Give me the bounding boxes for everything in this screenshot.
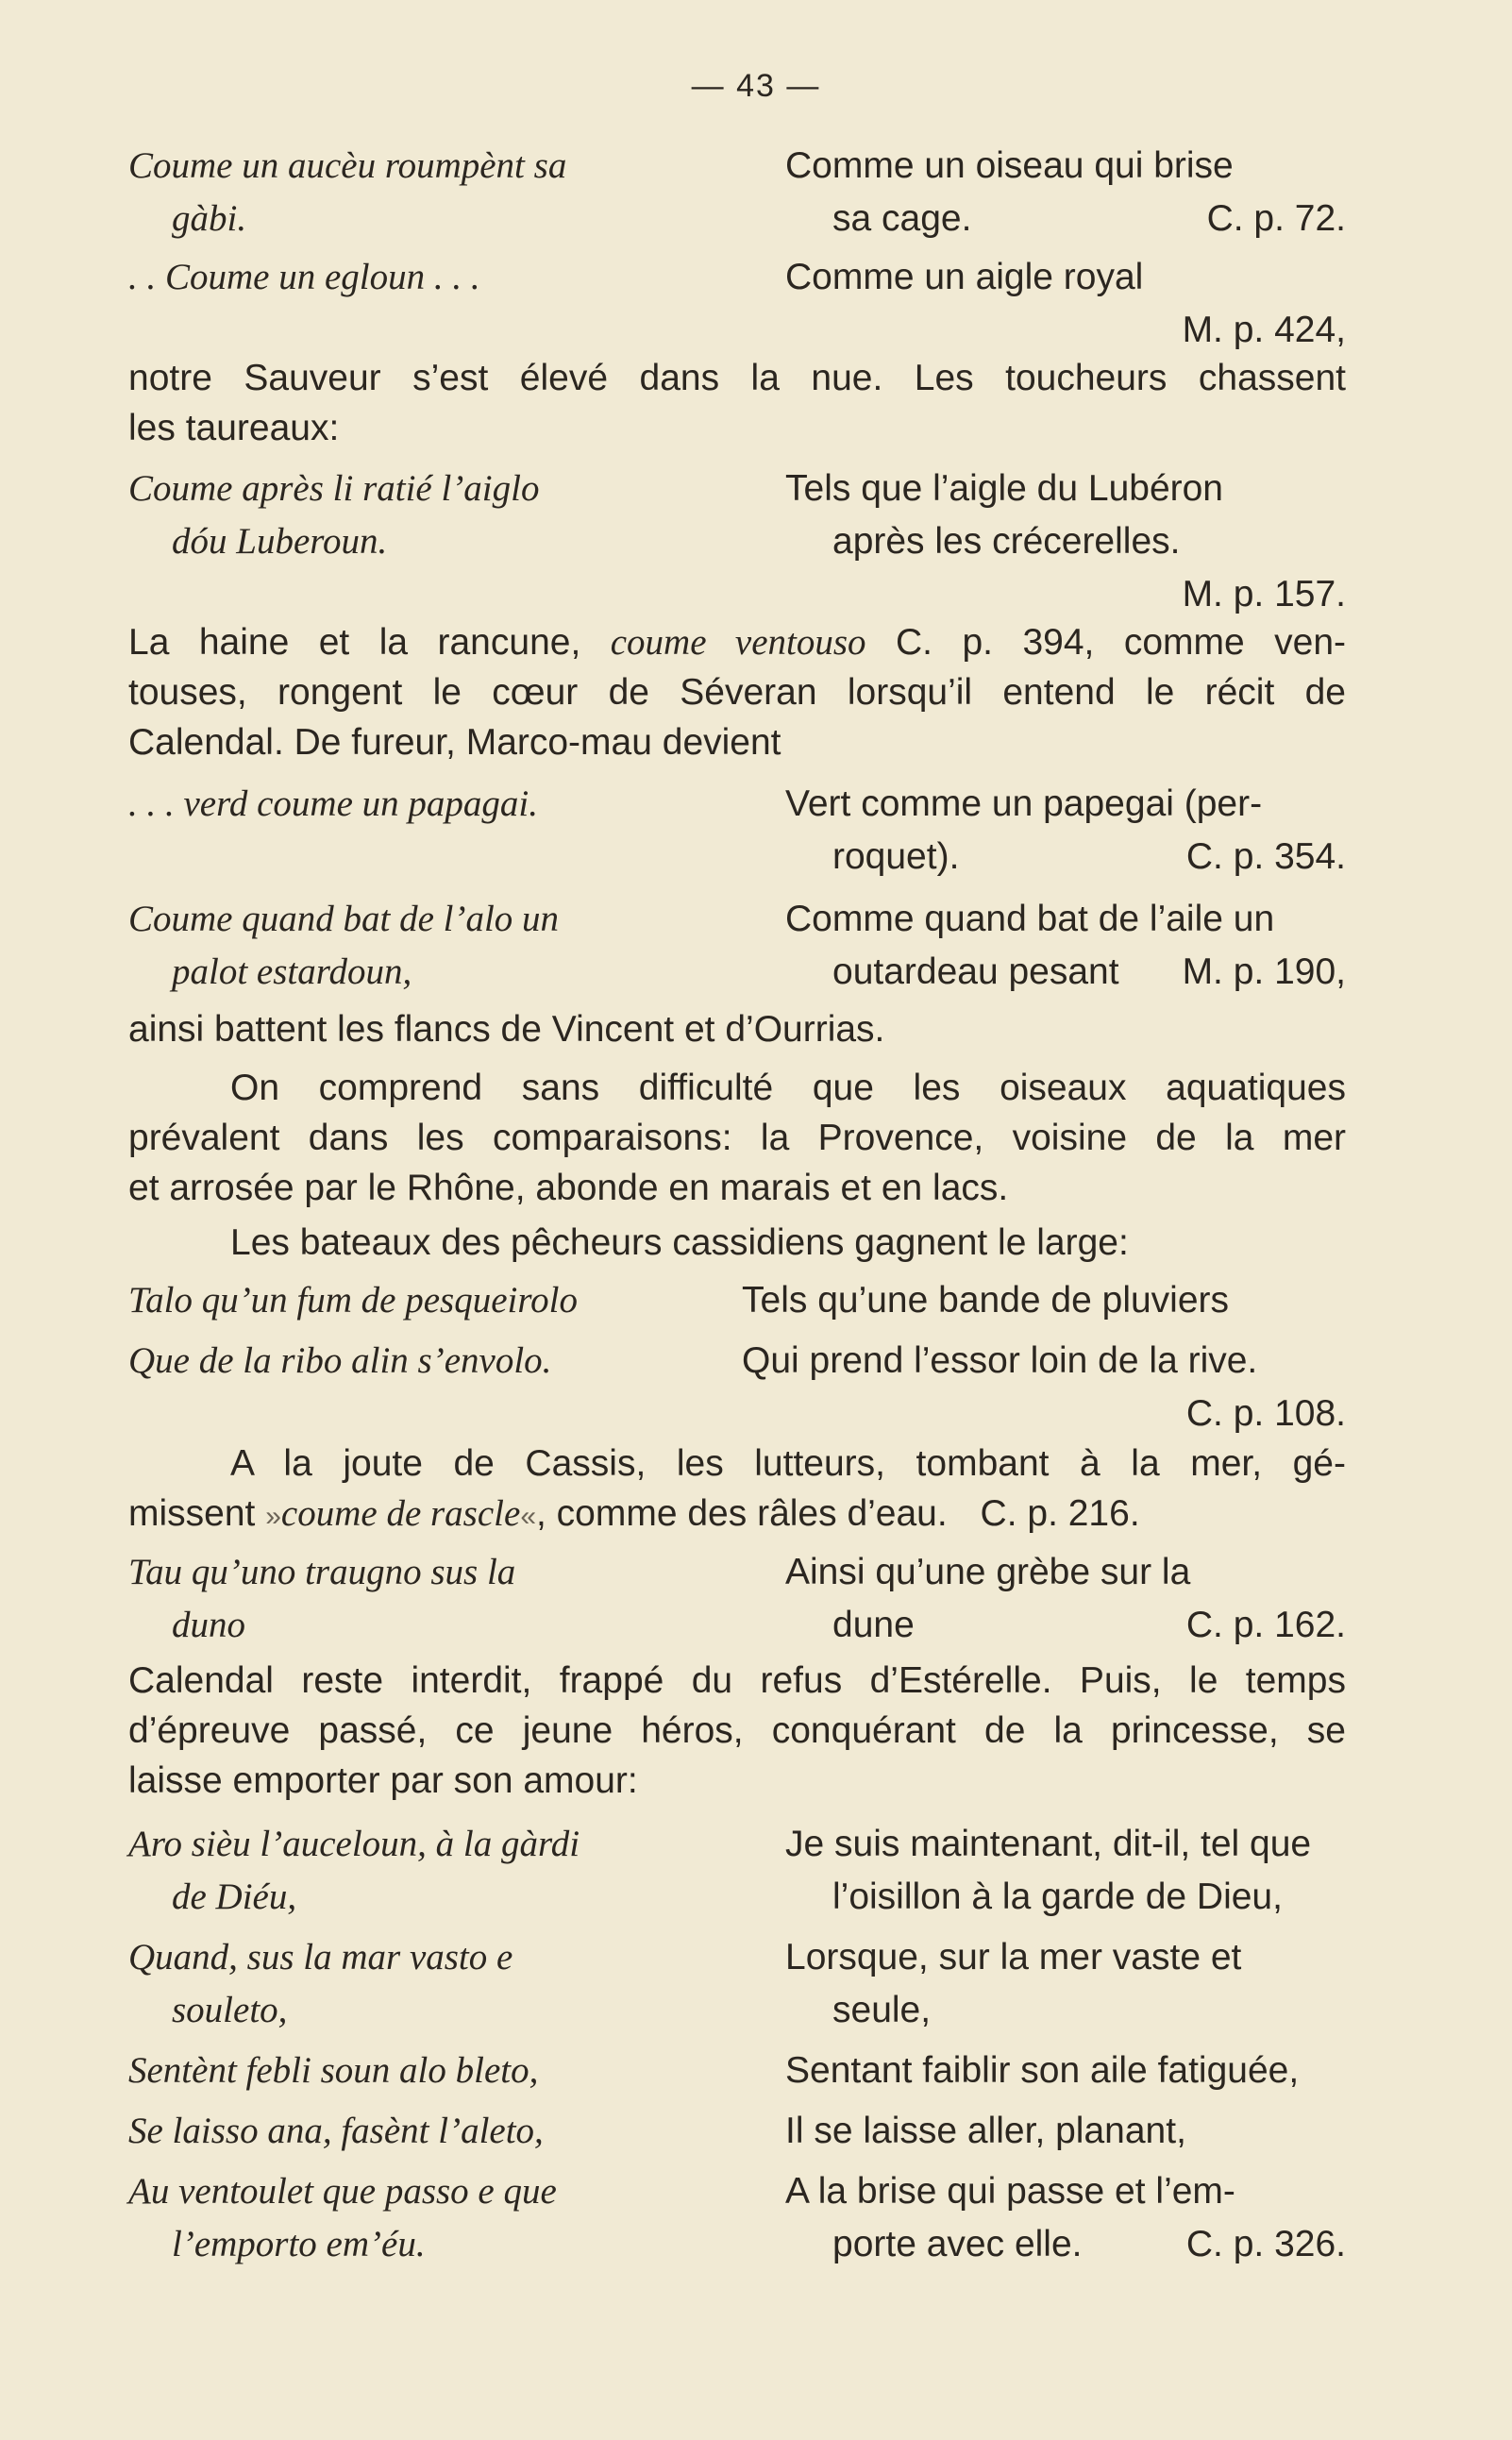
- french-translation: Ainsi qu’une grèbe sur la dune C. p. 162.: [785, 1546, 1346, 1652]
- citation-ref: C. p. 72.: [1206, 198, 1346, 239]
- provencal-verse: Coume après li ratié l’aiglo dóu Luberoun.: [128, 468, 540, 562]
- citation-ref: C. p. 326.: [1185, 2224, 1346, 2264]
- page-number: — 43 —: [691, 68, 821, 104]
- paragraph: Les bateaux des pêcheurs cassidiens gagnent le large:: [230, 1222, 1129, 1263]
- paragraph: La haine et la rancune, coume ventouso C. p. 394, comme ven- touses, rongent le cœur de Séveran lorsqu’il entend le récit de Calendal. De fureur, Marco-mau devient: [128, 622, 1346, 763]
- provencal-verse: . . . verd coume un papagai.: [128, 783, 538, 824]
- french-translation: Tels qu’une bande de pluviers Qui prend l’essor loin de la rive. C. p. 108.: [742, 1274, 1346, 1440]
- french-translation: Comme un aigle royal M. p. 424,: [785, 251, 1346, 357]
- citation-ref: M. p. 157.: [1182, 574, 1346, 614]
- french-translation: Tels que l’aigle du Lubéron après les crécerelles. M. p. 157.: [785, 463, 1346, 621]
- citation-ref: C. p. 216.: [980, 1493, 1140, 1534]
- provencal-verse: Talo qu’un fum de pesqueirolo Que de la ribo alin s’envolo.: [128, 1280, 578, 1381]
- citation-ref: C. p. 162.: [1185, 1605, 1346, 1645]
- provencal-verse: Coume quand bat de l’alo un palot estardoun,: [128, 899, 560, 992]
- citation-ref: M. p. 190,: [1182, 951, 1346, 992]
- provencal-verse: Coume un aucèu roumpènt sa gàbi.: [128, 145, 567, 239]
- provencal-verse: Tau qu’uno traugno sus la duno: [128, 1552, 516, 1645]
- paragraph: Calendal reste interdit, frappé du refus d’Estérelle. Puis, le temps d’épreuve passé, ce jeune héros, conquérant de la princesse, se laisse emporter par son amour:: [128, 1660, 1346, 1801]
- citation-ref: C. p. 108.: [1185, 1393, 1346, 1434]
- french-translation: Comme quand bat de l’aile un outardeau pesant M. p. 190,: [785, 893, 1346, 999]
- paragraph: notre Sauveur s’est élevé dans la nue. Les toucheurs chassent les taureaux:: [128, 358, 1346, 448]
- provencal-verse: . . Coume un egloun . . .: [128, 257, 480, 297]
- poem-french: Je suis maintenant, dit-il, tel que l’oisillon à la garde de Dieu, Lorsque, sur la mer vaste et seule, Sentant faiblir son aile fatiguée, Il se laisse aller, planant, A la brise qui passe et l’em- porte avec elle. C. p. 326.: [785, 1818, 1346, 2271]
- french-translation: Vert comme un papegai (per- roquet). C. p. 354.: [785, 778, 1346, 883]
- citation-ref: C. p. 354.: [1185, 836, 1346, 877]
- poem-provencal: Aro sièu l’auceloun, à la gàrdi de Diéu, Quand, sus la mar vasto e souleto, Sentènt febli soun alo bleto, Se laisso ana, fasènt l’aleto, Au ventoulet que passo e que l’emporto em’éu.: [128, 1824, 580, 2264]
- citation-ref: M. p. 424,: [1182, 310, 1346, 350]
- paragraph: ainsi battent les flancs de Vincent et d’Ourrias.: [128, 1009, 885, 1050]
- paragraph: On comprend sans difficulté que les oiseaux aquatiques prévalent dans les comparaisons: la Provence, voisine de la mer et arrosée par le Rhône, abonde en marais et en lacs.: [128, 1068, 1346, 1208]
- paragraph: A la joute de Cassis, les lutteurs, tombant à la mer, gé- missent »coume de rascle«, comme des râles d’eau. C. p. 216.: [128, 1443, 1346, 1534]
- french-translation: Comme un oiseau qui brise sa cage. C. p. 72.: [785, 140, 1346, 245]
